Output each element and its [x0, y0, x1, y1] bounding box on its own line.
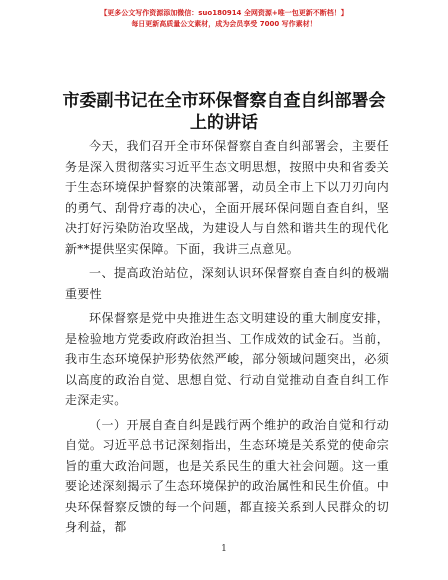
document-title: 市委副书记在全市环保督察自查自纠部署会上的讲话 — [62, 91, 386, 133]
promo-banner — [0, 8, 448, 30]
document-body — [65, 136, 389, 538]
paragraph-intro: 今天，我们召开全市环保督察自查自纠部署会，主要任务是深入贯彻落实习近平生态文明思想，按照中央和省委关于生态环境保护督察的决策部署，动员全市上下以刀刃向内的勇气、刮骨疗毒的决心，全面开展环保问题自查自纠，坚决打好污染防治攻坚战，为建设人与自然和谐共生的现代化新**提供坚实保障。下面，我讲三点意见。 — [65, 139, 389, 256]
section-heading-1: 一、提高政治站位，深刻认识环保督察自查自纠的极端重要性 — [65, 266, 389, 301]
paragraph-section-1: 环保督察是党中央推进生态文明建设的重大制度安排，是检验地方党委政府政治担当、工作成效的试金石。当前，我市生态环境保护形势依然严峻，部分领域问题突出，必须以高度的政治自觉、思想自觉、行动自觉推动自查自纠工作走深走实。 — [65, 311, 389, 407]
paragraph-subsection-1: （一）开展自查自纠是践行两个维护的政治自觉和行动自觉。习近平总书记深刻指出，生态环境是关系党的使命宗旨的重大政治问题，也是关系民生的重大社会问题。这一重要论述深刻揭示了生态环境保护的政治属性和民生价值。中央环保督察反馈的每一个问题，都直接关系到人民群众的切身利益，都 — [65, 417, 389, 534]
page-number: 1 — [221, 544, 227, 554]
promo-banner-line-1: 【更多公文写作资源添加微信：suo180914 全网资源+唯一包更新不断档！】 — [100, 9, 348, 17]
promo-banner-line-2: 每日更新高质量公文素材，成为会员享受 7000 写作素材！ — [131, 20, 317, 28]
